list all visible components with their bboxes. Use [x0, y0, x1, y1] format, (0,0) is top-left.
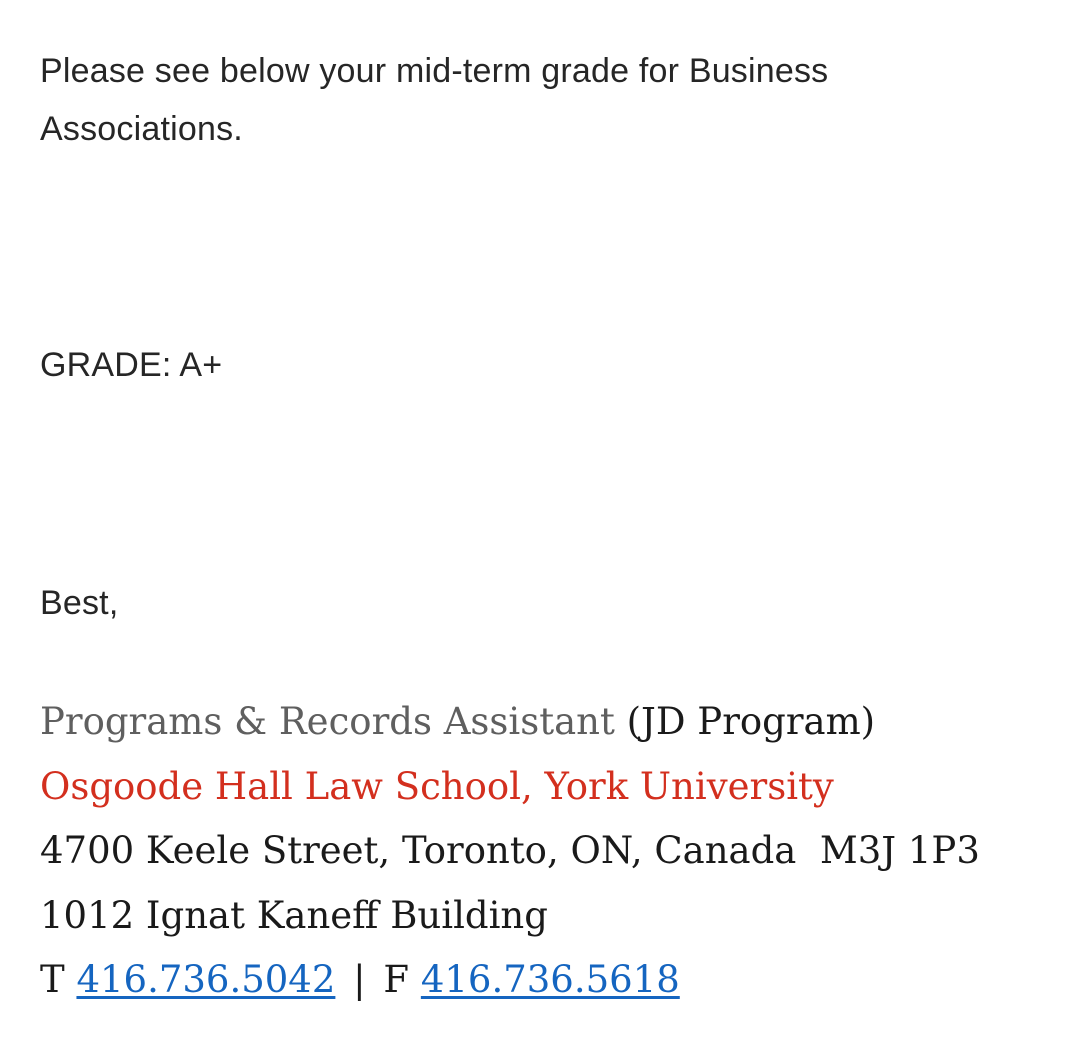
- telephone-prefix: T: [40, 958, 65, 1001]
- email-signature: [40, 690, 980, 1013]
- telephone-link[interactable]: 416.736.5042: [76, 958, 336, 1001]
- grade-line: GRADE: A+: [40, 346, 223, 384]
- closing-line: Best,: [40, 584, 119, 622]
- message-intro: Please see below your mid-term grade for Business Associations.: [40, 52, 829, 148]
- signature-role: Programs & Records Assistant: [40, 700, 615, 743]
- fax-link[interactable]: 416.736.5618: [420, 958, 680, 1001]
- signature-school: Osgoode Hall Law School, York University: [40, 764, 834, 808]
- signature-address: 4700 Keele Street, Toronto, ON, Canada M3J 1P3: [40, 829, 980, 872]
- signature-building: 1012 Ignat Kaneff Building: [40, 893, 548, 937]
- contact-separator: |: [353, 958, 366, 1001]
- signature-program: (JD Program): [626, 700, 876, 743]
- signature-contact-line: [40, 948, 980, 1013]
- fax-prefix: F: [383, 958, 410, 1001]
- signature-title-line: [40, 690, 980, 755]
